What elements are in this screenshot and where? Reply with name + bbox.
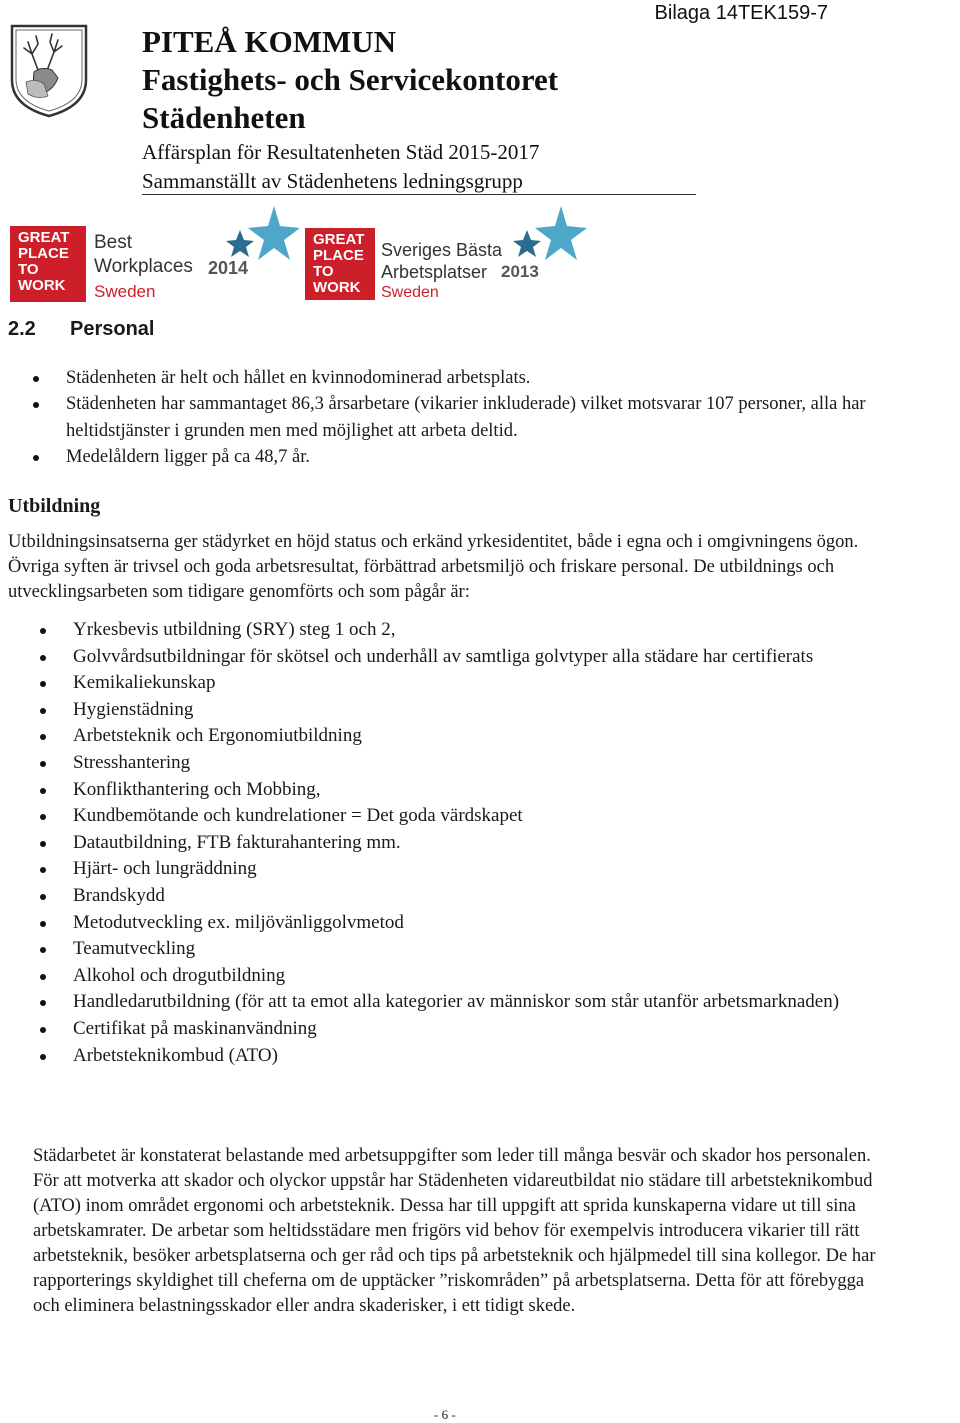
page-number: - 6 - <box>434 1407 456 1422</box>
training-heading: Utbildning <box>8 495 101 517</box>
document-author: Sammanställt av Städenhetens ledningsgrupp <box>142 169 523 193</box>
list-item: Certifikat på maskinanvändning <box>73 1016 843 1043</box>
list-item: Hygienstädning <box>73 697 843 724</box>
great-place-to-work-logo: GREAT PLACE TO WORK <box>305 228 375 300</box>
list-item: Arbetsteknik och Ergonomiutbildning <box>73 723 843 750</box>
award-badge-2014: GREAT PLACE TO WORK Best Workplaces 2014 Sweden <box>10 204 300 312</box>
list-item: Konflikthantering och Mobbing, <box>73 777 843 804</box>
list-item: Datautbildning, FTB fakturahantering mm. <box>73 830 843 857</box>
section-heading <box>8 316 154 342</box>
list-item: Städenheten har sammantaget 86,3 årsarbetare (vikarier inkluderade) vilket motsvarar 107 personer, alla har heltidstjänster i grunden men med möjlighet att arbeta deltid. <box>66 391 866 444</box>
list-item: Städenheten är helt och hållet en kvinnodominerad arbetsplats. <box>66 365 866 391</box>
list-item: Brandskydd <box>73 883 843 910</box>
list-item: Metodutveckling ex. miljövänliggolvmetod <box>73 910 843 937</box>
training-list <box>73 617 843 1069</box>
document-title: Affärsplan för Resultatenheten Städ 2015-2017 <box>142 140 540 164</box>
list-item: Medelåldern ligger på ca 48,7 år. <box>66 444 866 470</box>
list-item: Stresshantering <box>73 750 843 777</box>
ergonomics-paragraph: Städarbetet är konstaterat belastande med arbetsuppgifter som leder till många besvär och skador hos personalen. För att motverka att skador och olyckor uppstår har Städenheten vidareutbildat nio städare till arbetsteknikombud (ATO) inom området ergonomi och arbetsteknik. Dessa har till uppgift att sprida kunskaperna vidare ut till sina arbetskamrater. De arbetar som heltidsstädare men frigörs vid behov för exempelvis introducera vikarier till rätt arbetsteknik, besöker arbetsplatserna och ger råd och tips på arbetsteknik och hjälpmedel till sina kollegor. De har rapporterings skyldighet till cheferna om de upptäcker ”riskområden” på arbetsplatserna. Detta för att förebygga och eliminera belastningsskador eller andra skaderisker, i ett tidigt skede. <box>33 1146 876 1316</box>
header-divider <box>142 194 696 195</box>
list-item: Hjärt- och lungräddning <box>73 856 843 883</box>
list-item: Kemikaliekunskap <box>73 670 843 697</box>
great-place-to-work-logo: GREAT PLACE TO WORK <box>10 226 86 302</box>
personal-list <box>66 365 866 471</box>
list-item: Kundbemötande och kundrelationer = Det goda värdskapet <box>73 803 843 830</box>
list-item: Alkohol och drogutbildning <box>73 963 843 990</box>
list-item: Arbetsteknikombud (ATO) <box>73 1043 843 1070</box>
unit-name: Städenheten <box>142 100 306 135</box>
section-number: 2.2 <box>8 318 36 340</box>
star-icon <box>505 204 589 264</box>
list-item: Handledarutbildning (för att ta emot alla kategorier av människor som står utanför arbetsmarknaden) <box>73 989 843 1016</box>
appendix-reference: Bilaga 14TEK159-7 <box>654 2 828 24</box>
department-name: Fastighets- och Servicekontoret <box>142 62 559 97</box>
list-item: Teamutveckling <box>73 936 843 963</box>
training-intro: Utbildningsinsatserna ger städyrket en höjd status och erkänd yrkesidentitet, både i egna och i omgivningens ögon. Övriga syften är trivsel och goda arbetsresultat, förbättrad arbetsmiljö och friskare personal. De utbildnings och utvecklingsarbeten som tidigare genomförts och som pågår är: <box>8 532 859 602</box>
list-item: Golvvårdsutbildningar för skötsel och underhåll av samtliga golvtyper alla städare har certifierats <box>73 644 843 671</box>
list-item: Yrkesbevis utbildning (SRY) steg 1 och 2, <box>73 617 843 644</box>
municipal-crest-logo <box>8 22 90 118</box>
section-title: Personal <box>70 318 155 340</box>
award-badge-2013: GREAT PLACE TO WORK Sveriges Bästa Arbetsplatser 2013 Sweden <box>305 204 590 312</box>
organization-name: PITEÅ KOMMUN <box>142 24 397 59</box>
star-icon <box>218 204 302 264</box>
